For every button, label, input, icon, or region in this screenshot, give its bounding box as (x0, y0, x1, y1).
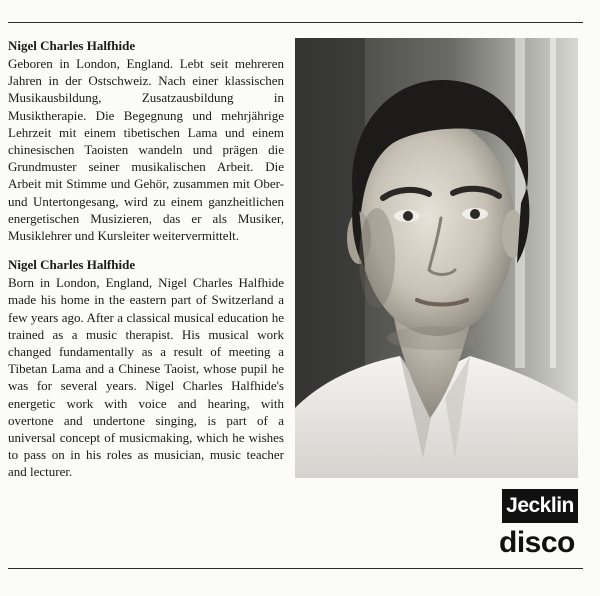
german-bio-heading: Nigel Charles Halfhide (8, 38, 136, 53)
portrait-illustration (295, 38, 578, 478)
jecklin-logo: Jecklin (502, 489, 578, 523)
bottom-rule (8, 568, 583, 569)
german-bio-text: Geboren in London, England. Lebt seit mehreren Jahren in der Ostschweiz. Nach einer klassischen Musikausbildung, Zusatzausbildung in Musiktherapie. Die Begegnung und mehrjährige Lehrzeit mit einem tibetischen Lama und einem chinesischen Taoisten wandeln und prägen die Grundmuster seiner musikalischen Arbeit. Die Arbeit mit Stimme und Gehör, zusammen mit Ober- und Untertongesang, wird zu einem ganzheitlichen energetischen Musizieren, das er als Musiker, Musiklehrer und Kursleiter weitervermittelt. (8, 56, 284, 244)
disco-logo: disco (499, 526, 575, 559)
bio-column (8, 37, 284, 493)
english-bio-text: Born in London, England, Nigel Charles Halfhide made his home in the eastern part of Switzerland a few years ago. After a classical musical education he trained as a music therapist. His musical work changed fundamentally as a result of meeting a Tibetan Lama and a Chinese Taoist, whose pupil he was for several years. Nigel Charles Halfhide's energetic work with voice and hearing, with overtone and undertone singing, is part of a universal concept of musicmaking, which he wishes to pass on in his roles as musician, music teacher and lecturer. (8, 275, 284, 480)
portrait-photo (295, 38, 578, 478)
english-bio-heading: Nigel Charles Halfhide (8, 257, 136, 273)
top-rule (8, 22, 583, 23)
